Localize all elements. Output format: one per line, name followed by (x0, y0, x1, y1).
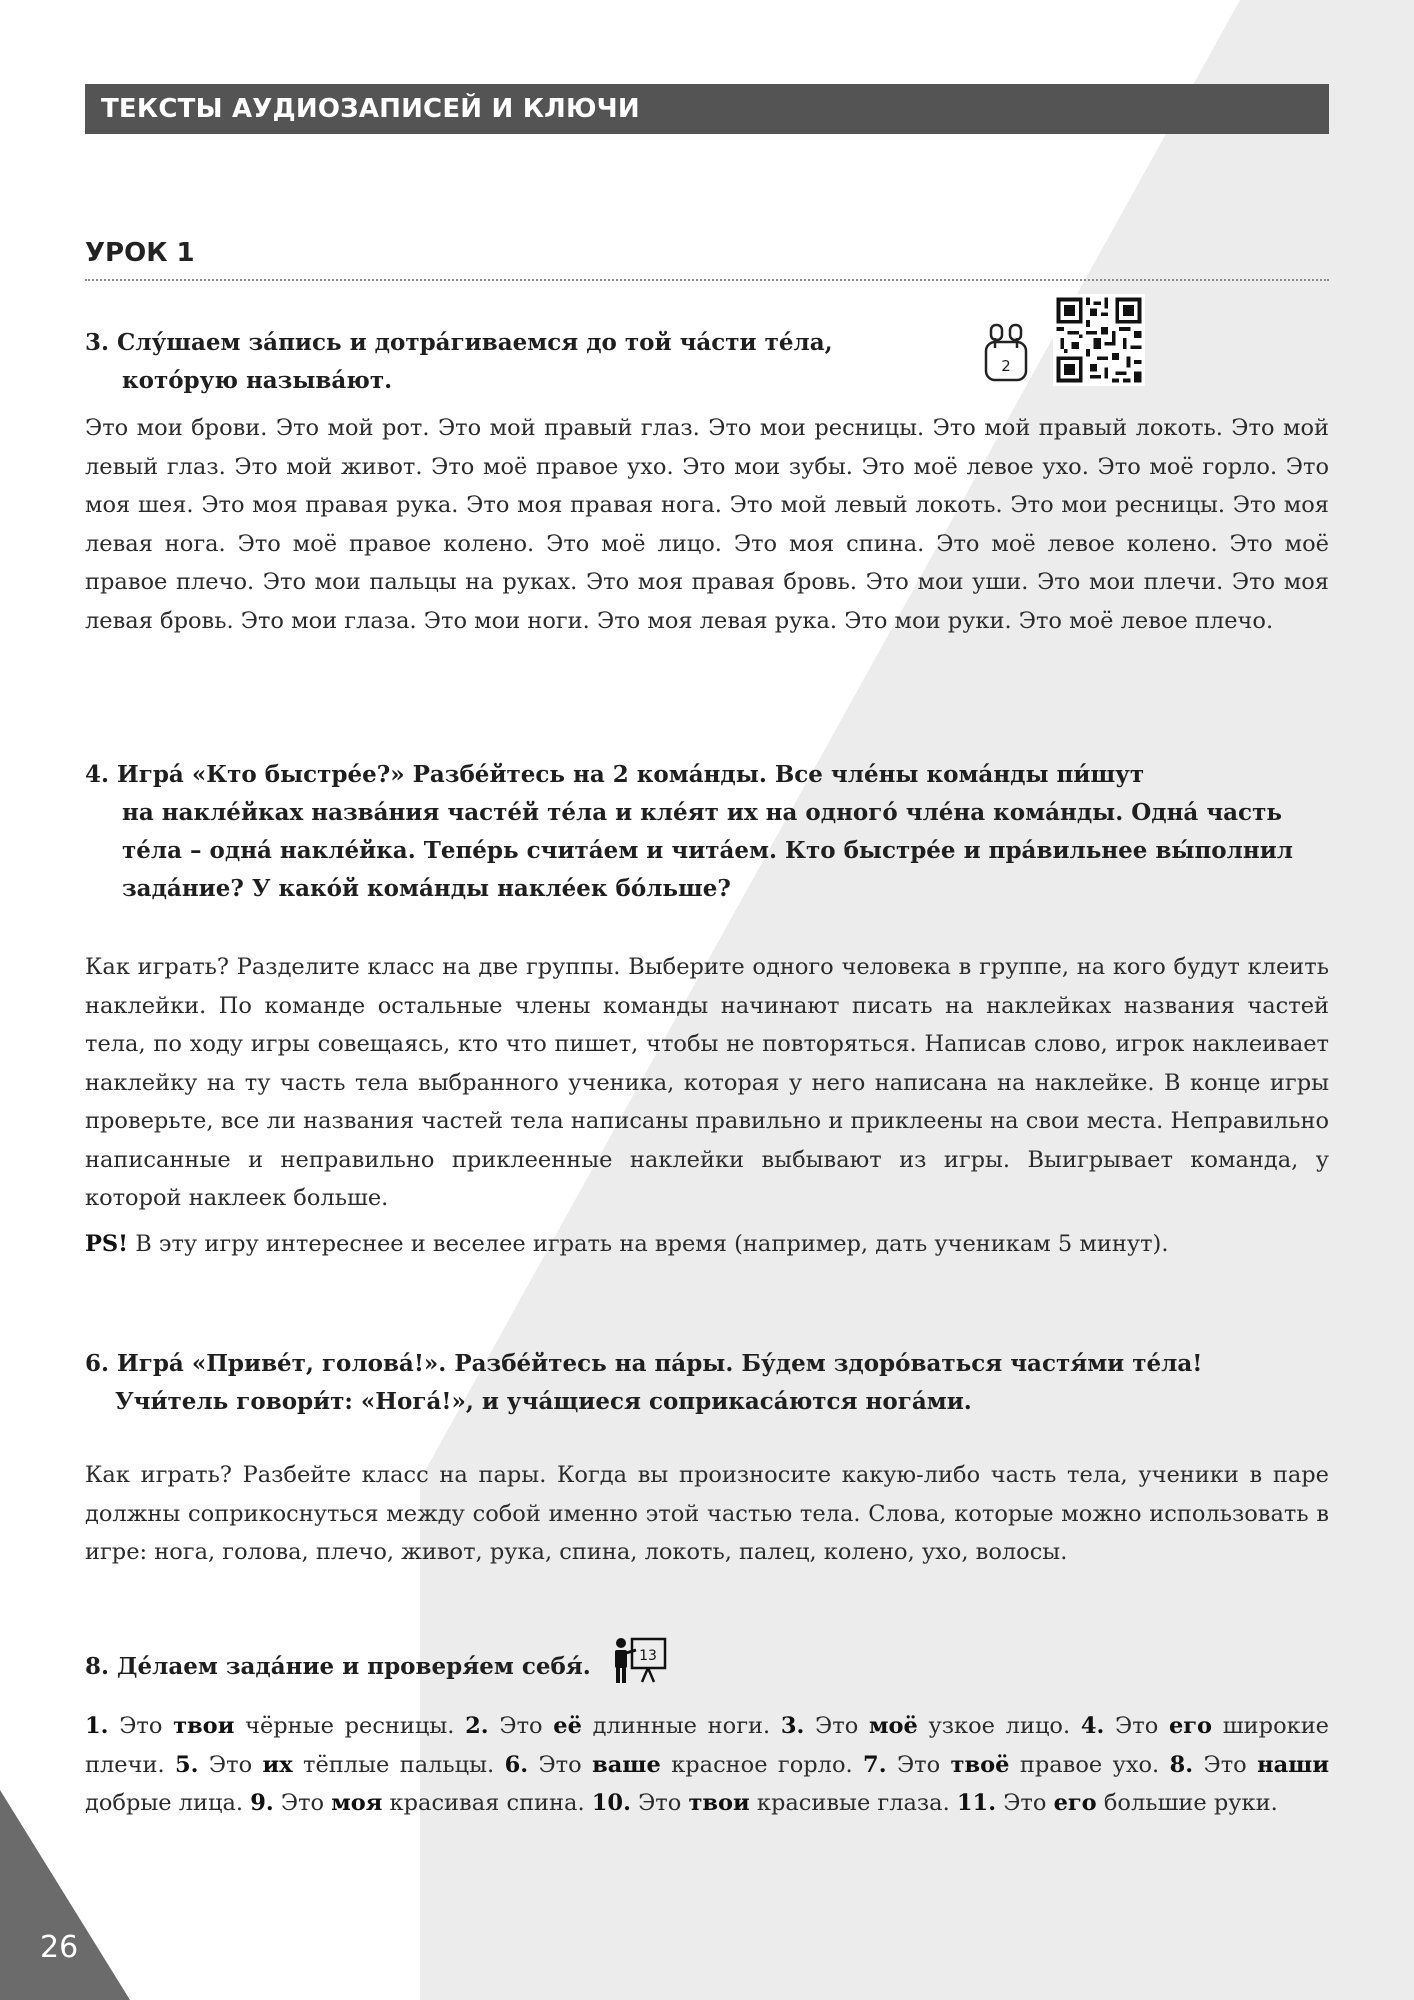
answer-text: Это (804, 1713, 869, 1739)
task-3-title (85, 324, 833, 400)
task-4-title (85, 756, 1293, 908)
answer-number: 6. (504, 1751, 529, 1778)
answer-text: тёплые пальцы. (292, 1751, 505, 1778)
task-3-text: Это мои брови. Это мой рот. Это мой правый глаз. Это мои ресницы. Это мой правый локоть. Это мой левый глаз. Это мой живот. Это моё правое ухо. Это мои зубы. Это моё левое ухо. Это моё горло. Это моя шея. Это моя правая рука. Это моя правая нога. Это мой левый локоть. Это мои ресницы. Это моя левая нога. Это моё правое колено. Это моё лицо. Это моя спина. Это моё левое колено. Это моё правое плечо. Это мои пальцы на руках. Это моя правая бровь. Это мои уши. Это мои плечи. Это моя левая бровь. Это мои глаза. Это мои ноги. Это моя левая рука. Это мои руки. Это моё левое плечо. (85, 415, 1329, 634)
answer-number: 3. (780, 1713, 805, 1739)
answer-text: Это (1193, 1751, 1258, 1778)
task-6-title-line-2: Учи́тель говори́т: «Нога́!», и уча́щиеся соприкаса́ются нога́ми. (115, 1388, 972, 1415)
qr-code[interactable] (1053, 294, 1145, 386)
answer-pronoun: наши (1257, 1751, 1330, 1778)
answer-text: красивая спина. (382, 1790, 592, 1816)
answer-pronoun: его (1053, 1790, 1097, 1816)
task-4-title-line-1: 4. Игра́ «Кто быстре́е?» Разбе́йтесь на 2 кома́нды. Все чле́ны кома́нды пи́шут (85, 761, 1145, 788)
task-3-title-line-2: кото́рую называ́ют. (122, 367, 393, 394)
answer-text: Это (886, 1751, 951, 1778)
task-4-text: Как играть? Разделите класс на две группы. Выберите одного человека в группе, на кого будут клеить наклейки. По команде остальные члены команды начинают писать на наклейках названия частей тела, по ходу игры совещаясь, кто что пишет, чтобы не повторяться. Написав слово, игрок наклеивает наклейку на ту часть тела выбранного ученика, которая у него написана на наклейке. В конце игры проверьте, все ли названия частей тела написаны правильно и приклеены на свои места. Неправильно написанные и неправильно приклеенные наклейки выбывают из игры. Выигрывает команда, у которой наклеек больше. (85, 954, 1329, 1211)
task-4-title-line-2: на накле́йках назва́ния часте́й те́ла и кле́ят их на одного́ чле́на кома́нды. Одна́ часть (122, 799, 1282, 826)
task-8-title: 8. Де́лаем зада́ние и проверя́ем себя́. (85, 1653, 591, 1680)
answer-text: Это (198, 1751, 263, 1778)
task-4-ps (85, 1225, 1329, 1264)
answer-text: добрые лица. (85, 1790, 251, 1816)
answer-text: длинные ноги. (581, 1713, 781, 1739)
answer-text: Это (630, 1790, 689, 1816)
task-3-title-line-1: 3. Слу́шаем за́пись и дотра́гиваемся до той ча́сти те́ла, (85, 329, 833, 356)
task-6-title-line-1: 6. Игра́ «Приве́т, голова́!». Разбе́йтесь на па́ры. Бу́дем здоро́ваться частя́ми те́ла! (85, 1350, 1203, 1377)
answer-text: большие руки. (1096, 1790, 1278, 1816)
answer-number: 11. (956, 1790, 997, 1816)
answer-text: Это (108, 1713, 174, 1739)
page-number: 26 (40, 1930, 79, 1965)
answer-pronoun: её (553, 1713, 582, 1739)
answer-text: Это (273, 1790, 332, 1816)
answer-number: 8. (1169, 1751, 1194, 1778)
answer-pronoun: моя (331, 1790, 383, 1816)
answer-text: Это (528, 1751, 593, 1778)
answer-pronoun: их (262, 1751, 293, 1778)
task-6-title (85, 1345, 1202, 1421)
task-6-text: Как играть? Разбейте класс на пары. Когда вы произносите какую-либо часть тела, ученики в паре должны соприкоснуться между собой именно этой частью тела. Слова, которые можно использовать в игре: нога, голова, плечо, живот, рука, спина, локоть, палец, колено, ухо, волосы. (85, 1462, 1329, 1565)
audio-track-number: 2 (1001, 357, 1011, 375)
answer-pronoun: твоё (950, 1751, 1010, 1778)
task-8-answers (85, 1707, 1329, 1823)
answer-number: 9. (250, 1790, 274, 1816)
answer-number: 2. (465, 1713, 489, 1739)
answer-text: чёрные ресницы. (234, 1713, 466, 1739)
ps-label: PS! (85, 1231, 129, 1257)
answer-number: 4. (1080, 1713, 1105, 1739)
answer-text: широкие плечи. (85, 1713, 1329, 1778)
answer-number: 10. (591, 1790, 631, 1816)
answer-pronoun: его (1168, 1713, 1213, 1739)
answer-text: правое ухо. (1009, 1751, 1170, 1778)
slide-number: 13 (639, 1648, 657, 1664)
answer-text: Это (1104, 1713, 1169, 1739)
answer-number: 1. (85, 1713, 109, 1739)
teacher-board-icon (612, 1636, 668, 1686)
answer-text: красивые глаза. (749, 1790, 957, 1816)
answer-number: 5. (175, 1751, 199, 1778)
answer-text: Это (996, 1790, 1054, 1816)
answer-text: красное горло. (660, 1751, 864, 1778)
answer-pronoun: моё (868, 1713, 918, 1739)
answer-number: 7. (863, 1751, 887, 1778)
answer-text: Это (488, 1713, 554, 1739)
task-4-title-line-4: зада́ние? У како́й кома́нды накле́ек бо́льше? (122, 875, 731, 902)
headphones-icon[interactable] (983, 322, 1029, 384)
task-4-title-line-3: те́ла – одна́ накле́йка. Тепе́рь счита́ем и чита́ем. Кто быстре́е и пра́вильнее вы́полнил (122, 837, 1293, 864)
answer-pronoun: ваше (592, 1751, 661, 1778)
answer-text: узкое лицо. (917, 1713, 1081, 1739)
dotted-divider (85, 279, 1329, 281)
ps-text: В эту игру интереснее и веселее играть на время (например, дать ученикам 5 минут). (128, 1231, 1169, 1257)
answer-pronoun: твои (173, 1713, 235, 1739)
section-header: ТЕКСТЫ АУДИОЗАПИСЕЙ И КЛЮЧИ (85, 84, 1329, 134)
lesson-title: УРОК 1 (85, 238, 195, 268)
answer-pronoun: твои (688, 1790, 750, 1816)
